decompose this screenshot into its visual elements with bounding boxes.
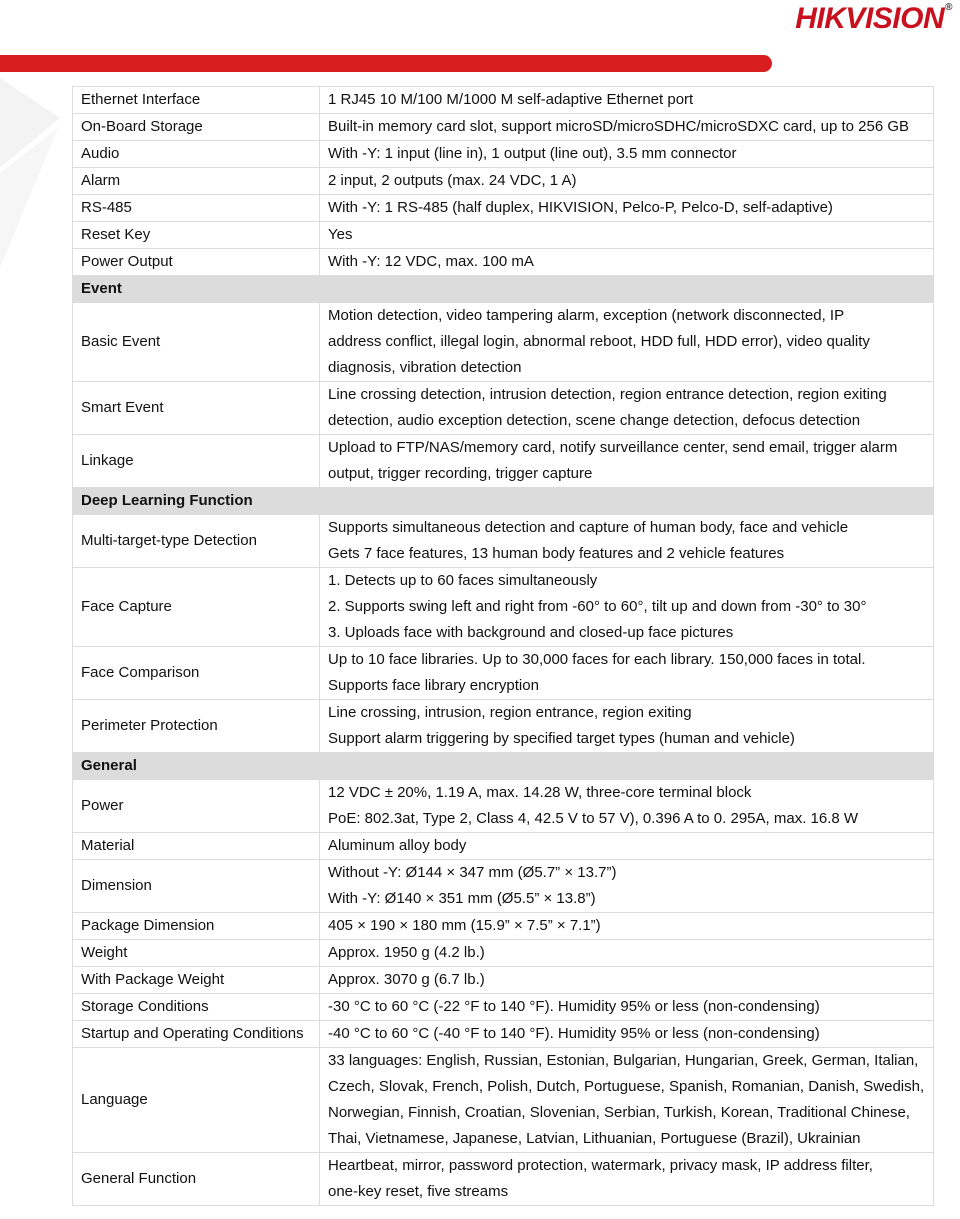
spec-value-line: With -Y: 1 input (line in), 1 output (line out), 3.5 mm connector xyxy=(328,145,737,162)
spec-row xyxy=(73,967,934,994)
spec-value-line: Czech, Slovak, French, Polish, Dutch, Portuguese, Spanish, Romanian, Danish, Swedish, xyxy=(328,1078,925,1095)
spec-value-line: diagnosis, vibration detection xyxy=(328,359,522,376)
section-header-row xyxy=(73,488,934,515)
spec-value-line: -30 °C to 60 °C (-22 °F to 140 °F). Humidity 95% or less (non-condensing) xyxy=(328,998,820,1015)
spec-value-line: PoE: 802.3at, Type 2, Class 4, 42.5 V to 57 V), 0.396 A to 0. 295A, max. 16.8 W xyxy=(328,810,859,827)
spec-value xyxy=(320,700,934,753)
spec-value-line: 1 RJ45 10 M/100 M/1000 M self-adaptive Ethernet port xyxy=(328,91,694,108)
spec-row xyxy=(73,568,934,647)
section-title: Event xyxy=(73,276,320,303)
spec-row xyxy=(73,141,934,168)
spec-row xyxy=(73,994,934,1021)
spec-value xyxy=(320,780,934,833)
spec-value xyxy=(320,1048,934,1153)
spec-value-line: Supports simultaneous detection and capture of human body, face and vehicle xyxy=(328,519,849,536)
section-header-row xyxy=(73,276,934,303)
spec-value-line: detection, audio exception detection, scene change detection, defocus detection xyxy=(328,412,861,429)
spec-value xyxy=(320,249,934,276)
spec-value-line: Approx. 3070 g (6.7 lb.) xyxy=(328,971,485,988)
spec-key: Material xyxy=(73,833,320,860)
spec-row xyxy=(73,1153,934,1206)
spec-value xyxy=(320,913,934,940)
spec-key: On-Board Storage xyxy=(73,114,320,141)
spec-key: Reset Key xyxy=(73,222,320,249)
spec-value-line: 3. Uploads face with background and closed-up face pictures xyxy=(328,624,734,641)
spec-key: RS-485 xyxy=(73,195,320,222)
spec-key: Linkage xyxy=(73,435,320,488)
spec-value-line: Line crossing detection, intrusion detection, region entrance detection, region exiting xyxy=(328,386,887,403)
spec-value-line: With -Y: Ø140 × 351 mm (Ø5.5” × 13.8”) xyxy=(328,890,596,907)
spec-row xyxy=(73,168,934,195)
spec-value xyxy=(320,114,934,141)
spec-table-body xyxy=(73,87,934,1206)
spec-value-line: Motion detection, video tampering alarm, exception (network disconnected, IP xyxy=(328,307,845,324)
spec-row xyxy=(73,515,934,568)
spec-row xyxy=(73,940,934,967)
spec-key: Ethernet Interface xyxy=(73,87,320,114)
spec-row xyxy=(73,1048,934,1153)
spec-value-line: Support alarm triggering by specified target types (human and vehicle) xyxy=(328,730,795,747)
spec-table xyxy=(72,86,934,1206)
spec-row xyxy=(73,1021,934,1048)
spec-key: Power Output xyxy=(73,249,320,276)
spec-value xyxy=(320,1153,934,1206)
spec-key: Smart Event xyxy=(73,382,320,435)
spec-key: Alarm xyxy=(73,168,320,195)
spec-value xyxy=(320,168,934,195)
spec-key: Dimension xyxy=(73,860,320,913)
spec-value-line: Thai, Vietnamese, Japanese, Latvian, Lithuanian, Portuguese (Brazil), Ukrainian xyxy=(328,1130,861,1147)
spec-value xyxy=(320,195,934,222)
spec-value-line: 405 × 190 × 180 mm (15.9” × 7.5” × 7.1”) xyxy=(328,917,601,934)
spec-value xyxy=(320,303,934,382)
spec-key: Power xyxy=(73,780,320,833)
spec-value-line: 1. Detects up to 60 faces simultaneously xyxy=(328,572,598,589)
spec-value xyxy=(320,435,934,488)
spec-value xyxy=(320,222,934,249)
spec-value xyxy=(320,940,934,967)
spec-value-line: 33 languages: English, Russian, Estonian, Bulgarian, Hungarian, Greek, German, Italian, xyxy=(328,1052,919,1069)
spec-value xyxy=(320,87,934,114)
spec-row xyxy=(73,860,934,913)
spec-value-line: address conflict, illegal login, abnormal reboot, HDD full, HDD error), video quality xyxy=(328,333,870,350)
spec-value xyxy=(320,141,934,168)
spec-value-line: Line crossing, intrusion, region entrance, region exiting xyxy=(328,704,692,721)
spec-value-line: With -Y: 12 VDC, max. 100 mA xyxy=(328,253,534,270)
section-header-row xyxy=(73,753,934,780)
spec-value xyxy=(320,967,934,994)
spec-row xyxy=(73,647,934,700)
spec-value-line: Norwegian, Finnish, Croatian, Slovenian, Serbian, Turkish, Korean, Traditional Chinese, xyxy=(328,1104,910,1121)
spec-value xyxy=(320,860,934,913)
spec-value-line: Approx. 1950 g (4.2 lb.) xyxy=(328,944,485,961)
spec-key: With Package Weight xyxy=(73,967,320,994)
background-logo-watermark xyxy=(0,78,70,278)
spec-row xyxy=(73,222,934,249)
spec-row xyxy=(73,114,934,141)
spec-key: Perimeter Protection xyxy=(73,700,320,753)
spec-row xyxy=(73,833,934,860)
spec-value-line: Up to 10 face libraries. Up to 30,000 faces for each library. 150,000 faces in total. xyxy=(328,651,866,668)
spec-value-line: 12 VDC ± 20%, 1.19 A, max. 14.28 W, three-core terminal block xyxy=(328,784,752,801)
spec-row xyxy=(73,249,934,276)
section-filler xyxy=(320,753,934,780)
spec-row xyxy=(73,303,934,382)
spec-row xyxy=(73,700,934,753)
spec-key: Weight xyxy=(73,940,320,967)
spec-value xyxy=(320,1021,934,1048)
spec-key: Startup and Operating Conditions xyxy=(73,1021,320,1048)
spec-row xyxy=(73,913,934,940)
spec-value-line: Yes xyxy=(328,226,353,243)
spec-value-line: Upload to FTP/NAS/memory card, notify surveillance center, send email, trigger alarm xyxy=(328,439,898,456)
section-title: General xyxy=(73,753,320,780)
spec-value-line: output, trigger recording, trigger capture xyxy=(328,465,593,482)
spec-key: Face Comparison xyxy=(73,647,320,700)
spec-key: Basic Event xyxy=(73,303,320,382)
spec-value xyxy=(320,994,934,1021)
section-filler xyxy=(320,488,934,515)
spec-value-line: -40 °C to 60 °C (-40 °F to 140 °F). Humidity 95% or less (non-condensing) xyxy=(328,1025,820,1042)
spec-value-line: Aluminum alloy body xyxy=(328,837,467,854)
spec-row xyxy=(73,195,934,222)
spec-value xyxy=(320,647,934,700)
spec-value-line: With -Y: 1 RS-485 (half duplex, HIKVISION, Pelco-P, Pelco-D, self-adaptive) xyxy=(328,199,833,216)
section-title: Deep Learning Function xyxy=(73,488,320,515)
hikvision-logo: HIKVISION® xyxy=(795,2,952,35)
spec-value xyxy=(320,568,934,647)
spec-value-line: 2 input, 2 outputs (max. 24 VDC, 1 A) xyxy=(328,172,577,189)
spec-value xyxy=(320,382,934,435)
spec-row xyxy=(73,382,934,435)
spec-row xyxy=(73,87,934,114)
spec-row xyxy=(73,435,934,488)
spec-value xyxy=(320,515,934,568)
spec-key: Language xyxy=(73,1048,320,1153)
header-red-bar xyxy=(0,55,772,72)
spec-value-line: 2. Supports swing left and right from -60° to 60°, tilt up and down from -30° to 30° xyxy=(328,598,867,615)
spec-value-line: Heartbeat, mirror, password protection, watermark, privacy mask, IP address filter, xyxy=(328,1157,873,1174)
section-filler xyxy=(320,276,934,303)
spec-key: Multi-target-type Detection xyxy=(73,515,320,568)
spec-value-line: Built-in memory card slot, support microSD/microSDHC/microSDXC card, up to 256 GB xyxy=(328,118,910,135)
spec-value xyxy=(320,833,934,860)
spec-value-line: one-key reset, five streams xyxy=(328,1183,509,1200)
spec-key: Face Capture xyxy=(73,568,320,647)
spec-value-line: Gets 7 face features, 13 human body features and 2 vehicle features xyxy=(328,545,785,562)
spec-key: General Function xyxy=(73,1153,320,1206)
spec-row xyxy=(73,780,934,833)
spec-key: Audio xyxy=(73,141,320,168)
spec-key: Package Dimension xyxy=(73,913,320,940)
spec-value-line: Supports face library encryption xyxy=(328,677,539,694)
spec-key: Storage Conditions xyxy=(73,994,320,1021)
spec-value-line: Without -Y: Ø144 × 347 mm (Ø5.7” × 13.7”) xyxy=(328,864,617,881)
